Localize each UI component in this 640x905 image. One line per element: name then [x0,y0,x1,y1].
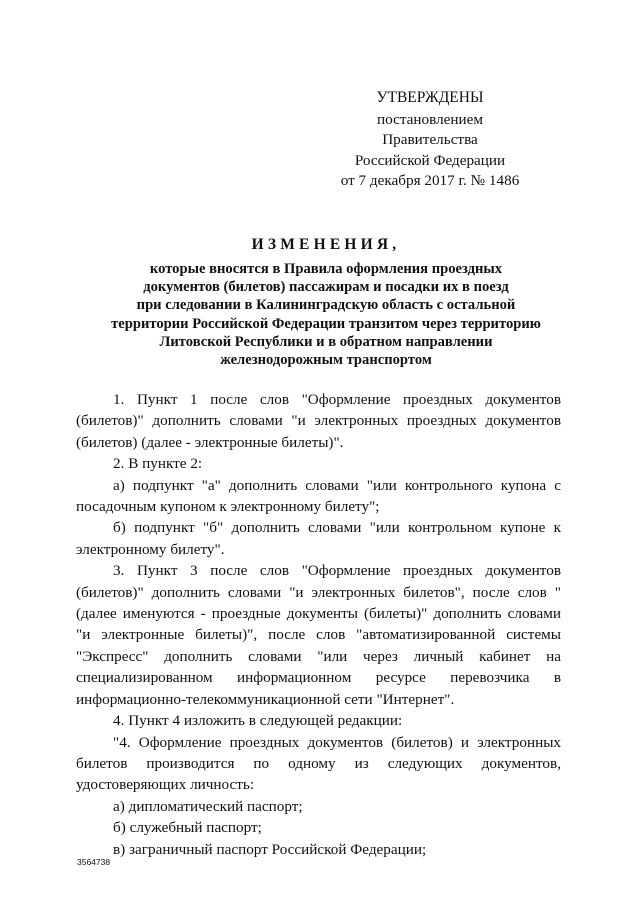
subtitle-line: территории Российской Федерации транзитом через территорию [111,315,541,332]
list-item-c: в) заграничный паспорт Российской Федерации; [113,840,427,858]
paragraph-2b: б) подпункт "б" дополнить словами "или контрольном купоне к электронному билету". [76,519,561,558]
paragraph-3: 3. Пункт 3 после слов "Оформление проездных документов (билетов)" дополнить словами "и электронных билетов", после слов "(далее именуются - проездные документы (билеты)" дополнить словами "и электронные билеты)", после слов "автоматизированной системы "Экспресс" дополнить словами "или через личный кабинет на специализированном информационном ресурсе перевозчика в информационно-телекоммуникационной сети "Интернет". [76,562,561,708]
list-item-b: б) служебный паспорт; [113,819,262,837]
approval-line-1: постановлением Правительства [376,110,484,148]
approved-heading: УТВЕРЖДЕНЫ [376,89,484,106]
subtitle-line: при следовании в Калининградскую область с остальной [136,297,516,314]
approval-block [330,88,530,192]
list-item-a: а) дипломатический паспорт; [113,797,303,815]
paragraph-4-quote: "4. Оформление проездных документов (билетов) и электронных билетов производится по одному из следующих документов, удостоверяющих личность: [76,733,561,794]
document-subtitle [60,260,592,369]
subtitle-line: которые вносятся в Правила оформления проездных [149,261,503,277]
paragraph-2a: а) подпункт "а" дополнить словами "или контрольного купона с посадочным купоном к электронному билету"; [76,476,561,516]
subtitle-line: Литовской Республики и в обратном направлении [159,333,493,350]
approval-line-3: от 7 декабря 2017 г. № 1486 [340,172,520,189]
document-title: ИЗМЕНЕНИЯ, [251,236,401,253]
paragraph-2: 2. В пункте 2: [113,455,203,473]
paragraph-4: 4. Пункт 4 изложить в следующей редакции: [113,712,403,730]
approval-line-2: Российской Федерации [354,151,506,169]
paragraph-1: 1. Пункт 1 после слов "Оформление проездных документов (билетов)" дополнить словами "и электронных проездных документов (билетов) (далее - электронные билеты)". [76,391,561,451]
subtitle-line: документов (билетов) пассажирам и посадки их в поезд [143,279,509,296]
subtitle-line: железнодорожным транспортом [220,352,432,369]
document-number: 3564738 [77,857,111,867]
document-body [76,389,561,860]
